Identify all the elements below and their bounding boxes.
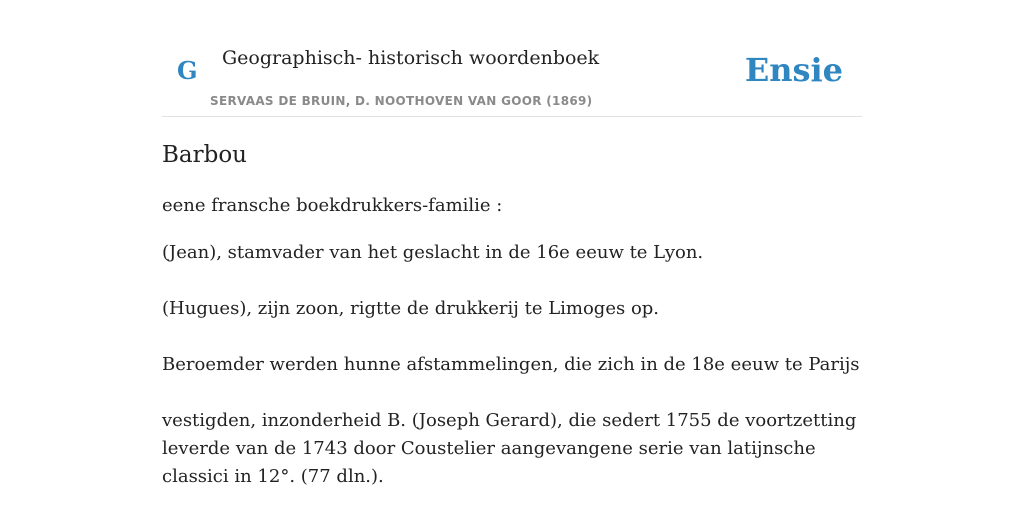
dictionary-title[interactable]: Geographisch- historisch woordenboek [222, 47, 600, 69]
ensie-brand-link[interactable]: Ensie [744, 51, 843, 89]
dictionary-logo[interactable]: G [177, 56, 198, 85]
entry-paragraph: (Hugues), zijn zoon, rigtte de drukkerij te Limoges op. [162, 298, 660, 319]
dictionary-author: SERVAAS DE BRUIN, D. NOOTHOVEN VAN GOOR (1869) [210, 94, 593, 108]
entry-paragraph: (Jean), stamvader van het geslacht in de 16e eeuw te Lyon. [162, 242, 704, 263]
entry-paragraph: eene fransche boekdrukkers-familie : [162, 195, 503, 216]
entry-paragraph: Beroemder werden hunne afstammelingen, die zich in de 18e eeuw te Parijs [162, 354, 860, 375]
dictionary-header [162, 0, 862, 117]
entry-title: Barbou [162, 142, 247, 168]
entry-paragraph: vestigden, inzonderheid B. (Joseph Gerard), die sedert 1755 de voortzetting leverde van de 1743 door Coustelier aangevangene serie van latijnsche classici in 12°. (77 dln.). [162, 410, 857, 487]
